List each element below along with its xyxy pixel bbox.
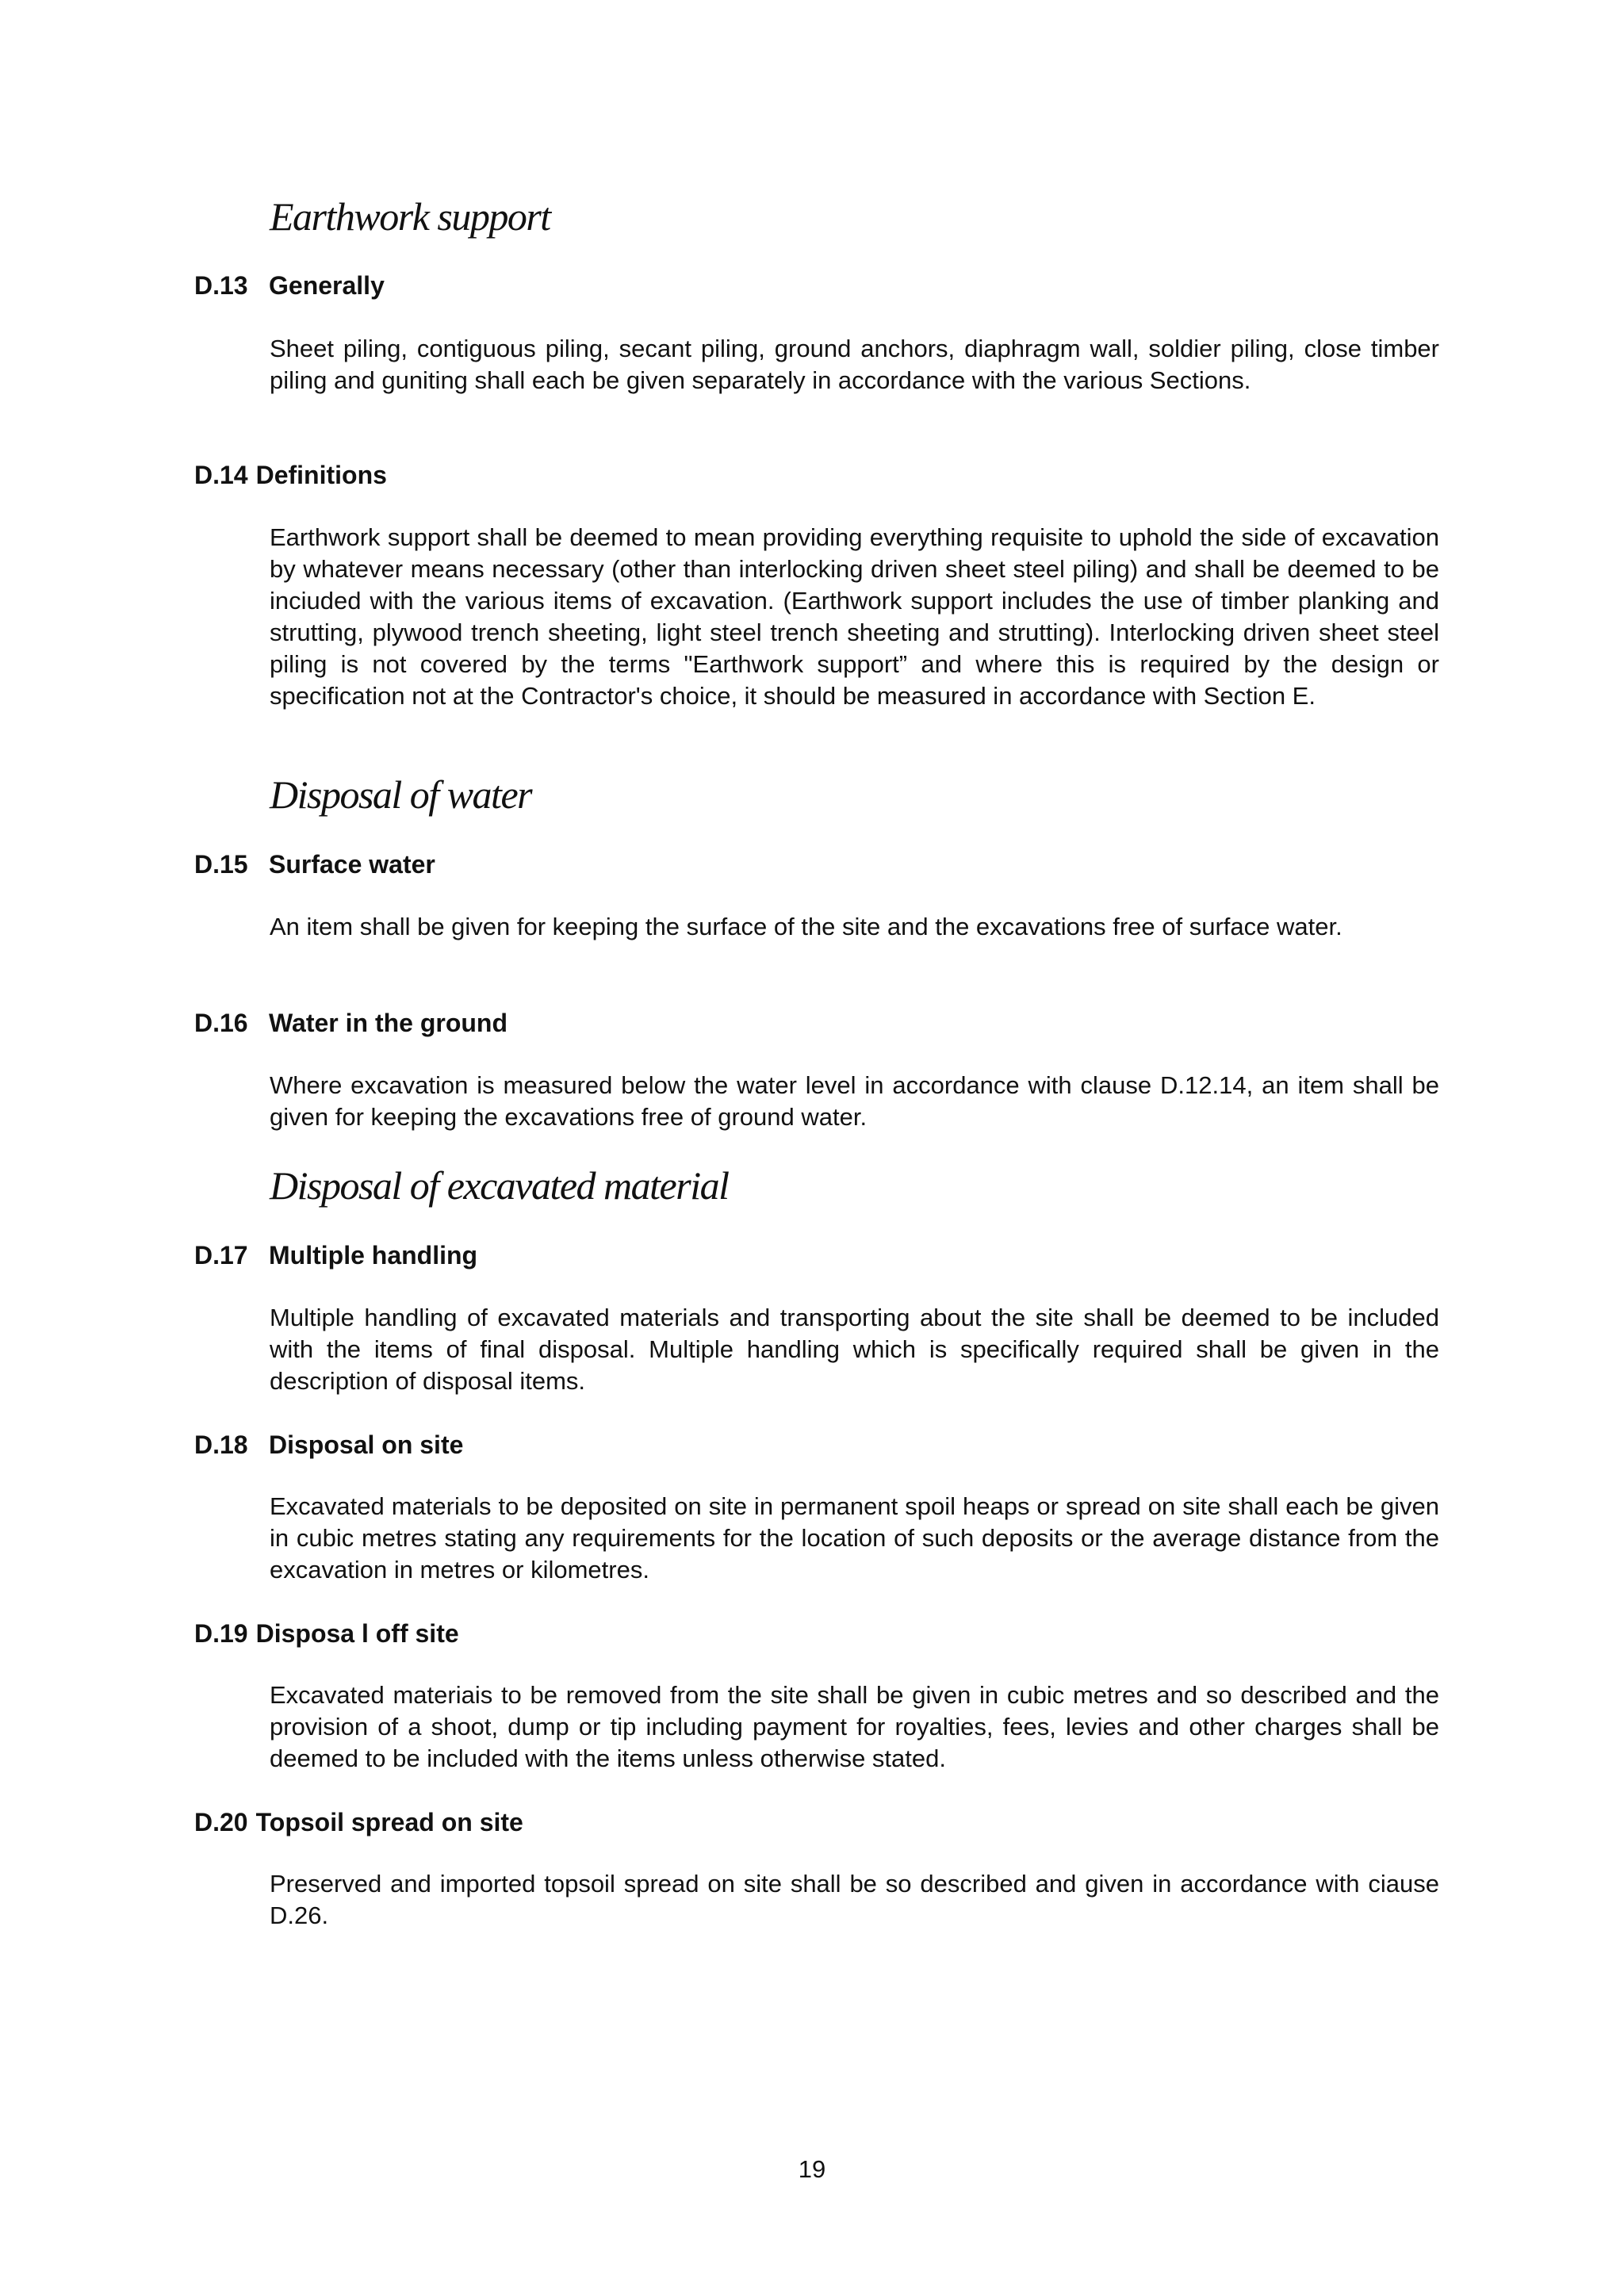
clause-body-d20: Preserved and imported topsoil spread on site shall be so described and given in accordance with ciause D.26. xyxy=(270,1870,1439,1929)
clause-title: Disposal on site xyxy=(269,1430,464,1459)
clause-body-d17: Multiple handling of excavated materials and transporting about the site shall be deemed to be included with the items of final disposal. Multiple handling which is specifically required shall be given in the description of disposal items. xyxy=(270,1304,1439,1395)
clause-title: Disposa l off site xyxy=(255,1619,459,1648)
clause-heading-d18 xyxy=(194,1432,463,1457)
clause-title: Multiple handling xyxy=(269,1241,478,1270)
clause-number: D.18 xyxy=(194,1430,248,1459)
clause-body-d18: Excavated materials to be deposited on site in permanent spoil heaps or spread on site shall each be given in cubic metres stating any requirements for the location of such deposits or the average distance from the excavation in metres or kilometres. xyxy=(270,1492,1439,1584)
clause-number: D.20 xyxy=(194,1808,248,1836)
clause-number: D.16 xyxy=(194,1009,248,1037)
section-heading-disposal-of-excavated-material: Disposal of excavated material xyxy=(270,1163,729,1208)
clause-heading-d19 xyxy=(194,1621,459,1646)
clause-heading-d14 xyxy=(194,462,387,488)
clause-number: D.13 xyxy=(194,271,248,300)
clause-title: Generally xyxy=(269,271,385,300)
clause-number: D.14 xyxy=(194,461,248,489)
clause-body-d16: Where excavation is measured below the water level in accordance with clause D.12.14, an item shall be given for keeping the excavations free of ground water. xyxy=(270,1071,1439,1131)
section-heading-earthwork-support: Earthwork support xyxy=(270,194,550,239)
page-number: 19 xyxy=(798,2155,826,2183)
clause-heading-d17 xyxy=(194,1243,477,1268)
clause-number: D.15 xyxy=(194,850,248,879)
clause-number: D.19 xyxy=(194,1619,248,1648)
clause-title: Definitions xyxy=(255,461,387,489)
clause-title: Topsoil spread on site xyxy=(255,1808,523,1836)
clause-body-d13: Sheet piling, contiguous piling, secant piling, ground anchors, diaphragm wall, soldier piling, close timber piling and guniting shall each be given separately in accordance with the various Sections. xyxy=(270,335,1439,394)
section-heading-disposal-of-water: Disposal of water xyxy=(270,772,532,817)
clause-title: Water in the ground xyxy=(269,1009,508,1037)
clause-heading-d16 xyxy=(194,1010,508,1036)
clause-heading-d13 xyxy=(194,273,385,298)
clause-title: Surface water xyxy=(269,850,435,879)
clause-number: D.17 xyxy=(194,1241,248,1270)
clause-body-d19: Excavated materiais to be removed from the site shall be given in cubic metres and so described and the provision of a shoot, dump or tip including payment for royalties, fees, levies and other charges shall be deemed to be included with the items unless otherwise stated. xyxy=(270,1681,1439,1772)
clause-body-d14: Earthwork support shall be deemed to mean providing everything requisite to uphold the side of excavation by whatever means necessary (other than interlocking driven sheet steel piling) and shall be deemed to be inciuded with the various items of excavation. (Earthwork support includes the use of timber planking and strutting, plywood trench sheeting, light steel trench sheeting and strutting). Interlocking driven sheet steel piling is not covered by the terms "Earthwork support” and where this is required by the design or specification not at the Contractor's choice, it should be measured in accordance with Section E. xyxy=(270,523,1439,710)
clause-heading-d15 xyxy=(194,852,435,877)
clause-body-d15: An item shall be given for keeping the surface of the site and the excavations free of surface water. xyxy=(270,913,1342,940)
clause-heading-d20 xyxy=(194,1810,523,1835)
